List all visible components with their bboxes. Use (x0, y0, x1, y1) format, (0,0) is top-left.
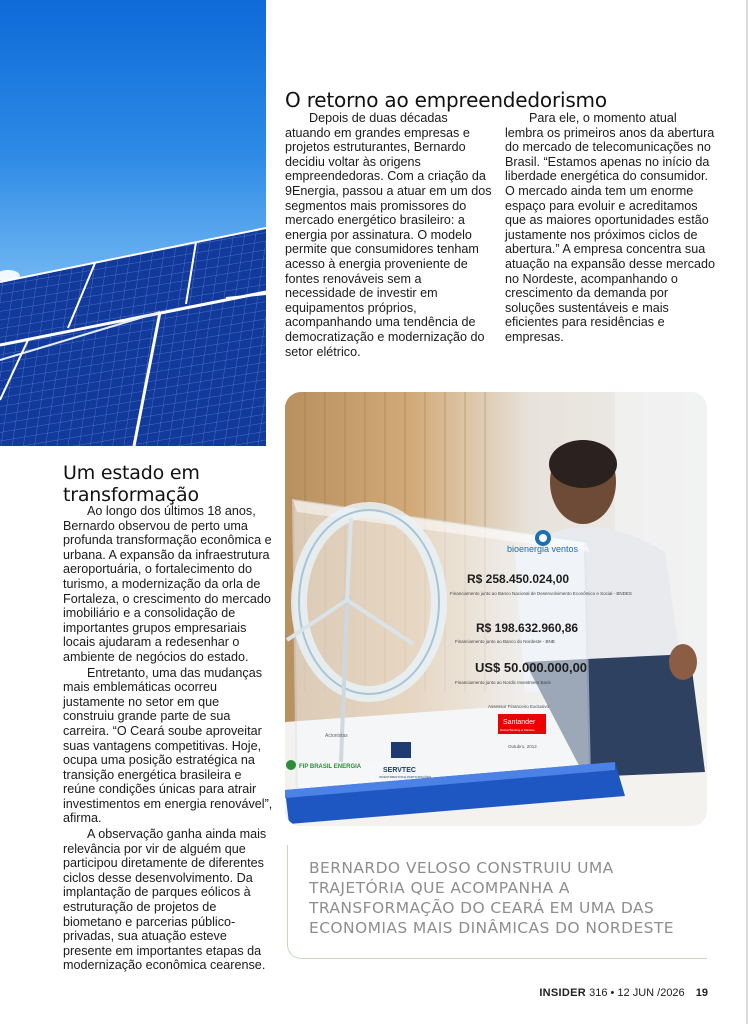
section-title-entrepreneurship: O retorno ao empreendedorismo (285, 88, 607, 112)
page-number: 19 (695, 987, 708, 999)
article-column-1 (285, 111, 492, 359)
solar-panels-photo (0, 0, 266, 446)
page-footer (539, 987, 708, 999)
award-trophy-photo (285, 392, 707, 826)
trophy-value-2: R$ 198.632.960,86 (476, 621, 579, 635)
trophy-caption-2: Financiamento junto ao Banco do Nordeste - BNB (455, 639, 555, 644)
article-column-2 (505, 111, 717, 345)
paragraph: Depois de duas décadas atuando em grandes empresas e projetos estruturantes, Bernardo decidiu voltar às origens empreendedoras. Com a criação da 9Energia, passou a atuar em um dos segmentos mais promissores do mercado energético brasileiro: a energia por assinatura. O modelo permite que consumidores tenham acesso à energia proveniente de fontes renováveis sem a necessidade de investir em equipamentos próprios, acompanhando uma tendência de democratização e modernização do setor elétrico. (285, 111, 492, 359)
trophy-caption-3: Financiamento junto ao Nordic Investment Bank (455, 680, 551, 685)
trophy-caption-1: Financiamento junto ao Banco Nacional de Desenvolvimento Econômico e Social - BNDES (450, 591, 632, 596)
trophy-value-3: US$ 50.000.000,00 (475, 660, 588, 675)
pull-quote: BERNARDO VELOSO CONSTRUIU UMA TRAJETÓRIA QUE ACOMPANHA A TRANSFORMAÇÃO DO CEARÁ EM UMA DAS ECONOMIAS MAIS DINÂMICAS DO NORDESTE (309, 859, 674, 937)
trophy-servtec-sub: INVESTIMENTOS E PARTICIPAÇÕES (379, 775, 431, 779)
trophy-acionistas: Acionistas (325, 733, 348, 739)
paragraph: A observação ganha ainda mais relevância por vir de alguém que participou diretamente de diferentes ciclos desse desenvolvimento. Da implantação de parques eólicos à estruturação de projetos de biometano e parcerias público-privadas, sua atuação esteve presente em importantes etapas da modernização econômica cearense. (63, 827, 267, 973)
paragraph: Ao longo dos últimos 18 anos, Bernardo observou de perto uma profunda transformação econômica e urbana. A expansão da infraestrutura aeroportuária, o fortalecimento do turismo, a modernização da orla de Fortaleza, o crescimento do mercado imobiliário e a consolidação de importantes grupos empresariais locais ajudaram a redesenhar o ambiente de negócios do estado. (63, 504, 272, 664)
magazine-name: INSIDER (539, 987, 587, 999)
trophy-servtec: SERVTEC (383, 767, 416, 774)
article-column-3 (63, 504, 273, 973)
trophy-logo-text: bioenergia ventos (507, 544, 579, 554)
trophy-fip: FIP BRASIL ENERGIA (299, 764, 362, 770)
issue-info: 316 • 12 JUN /2026 (589, 987, 685, 999)
trophy-value-1: R$ 258.450.024,00 (467, 572, 570, 586)
trophy-bank: Santander (503, 719, 536, 726)
trophy-assessor: Assessor Financeiro Exclusivo (488, 704, 550, 709)
section-title-state-transformation: Um estado em transformação (63, 462, 200, 506)
trophy-bank-sub: Global Banking & Markets (500, 728, 535, 732)
paragraph: Para ele, o momento atual lembra os primeiros anos da abertura do mercado de telecomunicações no Brasil. “Estamos apenas no início da liberdade energética do consumidor. O mercado ainda tem um enorme espaço para evoluir e acreditamos que as maiores oportunidades estão justamente nos próximos ciclos de abertura.” A empresa concentra sua atuação na expansão desse mercado no Nordeste, acompanhando o crescimento da demanda por soluções sustentáveis e mais eficientes para residências e empresas. (505, 111, 716, 344)
trophy-date: Outubro, 2012 (508, 744, 537, 749)
paragraph: Entretanto, uma das mudanças mais emblemáticas ocorreu justamente no setor em que construiu grande parte de sua carreira. “O Ceará soube aproveitar suas vantagens competitivas. Hoje, ocupa uma posição estratégica na transição energética brasileira e reúne condições únicas para atrair investimentos em energia renovável”, afirma. (63, 665, 273, 826)
